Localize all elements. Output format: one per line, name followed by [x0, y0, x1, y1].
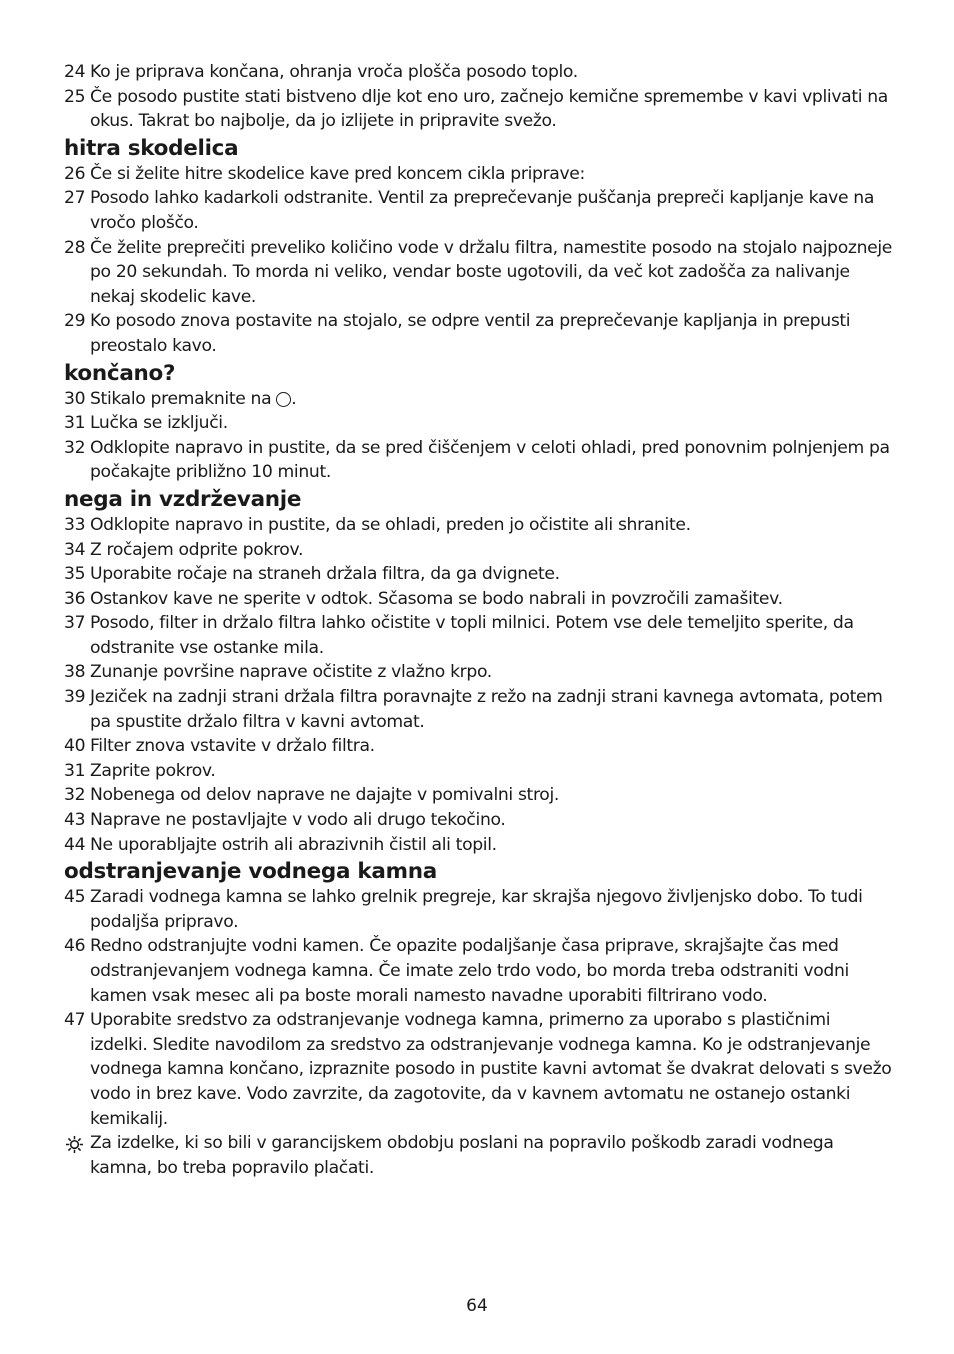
- warning-note: [64, 1131, 892, 1180]
- item-number: 29: [64, 311, 86, 332]
- item-text: Stikalo premaknite na: [90, 388, 272, 409]
- item-text: Odklopite napravo in pustite, da se ohladi, preden jo očistite ali shranite.: [90, 514, 691, 535]
- item-text: Posodo, filter in držalo filtra lahko očistite v topli milnici. Potem vse dele temeljito sperite, da odstranite vse ostanke mila.: [90, 613, 854, 658]
- kamen-list: [64, 885, 892, 1131]
- list-item: [64, 734, 892, 759]
- item-number: 27: [64, 188, 86, 209]
- item-number: 47: [64, 1010, 86, 1031]
- list-item: [64, 562, 892, 587]
- item-number: 36: [64, 588, 86, 609]
- item-text: Odklopite napravo in pustite, da se pred čiščenjem v celoti ohladi, pred ponovnim polnjenjem pa počakajte približno 10 minut.: [90, 437, 890, 483]
- item-text: Zaradi vodnega kamna se lahko grelnik pregreje, kar skrajša njegovo življenjsko dobo. To tudi podaljša pripravo.: [90, 887, 863, 932]
- item-text: Filter znova vstavite v držalo filtra.: [90, 736, 375, 757]
- list-item: [64, 236, 892, 310]
- item-number: 32: [64, 785, 86, 806]
- list-item: [64, 162, 892, 187]
- list-item: [64, 85, 892, 134]
- item-text: Ko posodo znova postavite na stojalo, se odpre ventil za preprečevanje kapljanja in prepusti preostalo kavo.: [90, 311, 851, 356]
- item-number: 44: [64, 834, 86, 855]
- item-text: Posodo lahko kadarkoli odstranite. Ventil za preprečevanje puščanja prepreči kapljanje kave na vročo ploščo.: [90, 188, 875, 233]
- item-number: 40: [64, 736, 86, 757]
- item-text: Če si želite hitre skodelice kave pred koncem cikla priprave:: [90, 163, 585, 184]
- item-text: Naprave ne postavljajte v vodo ali drugo tekočino.: [90, 810, 506, 831]
- list-item: [64, 808, 892, 833]
- warning-text: Za izdelke, ki so bili v garancijskem obdobju poslani na popravilo poškodb zaradi vodnega kamna, bo treba popravilo plačati.: [90, 1133, 834, 1178]
- list-item: [64, 833, 892, 858]
- list-item: [64, 411, 892, 436]
- list-item: [64, 387, 892, 412]
- item-number: 24: [64, 62, 86, 82]
- item-text: Zaprite pokrov.: [90, 760, 216, 781]
- list-item: [64, 685, 892, 734]
- list-item: [64, 186, 892, 235]
- list-item: [64, 660, 892, 685]
- off-circle-icon: [276, 392, 291, 407]
- list-item: [64, 783, 892, 808]
- list-item: [64, 587, 892, 612]
- list-item: [64, 759, 892, 784]
- item-text: Ostankov kave ne sperite v odtok. Sčasoma se bodo nabrali in povzročili zamašitev.: [90, 588, 783, 609]
- item-text: Zunanje površine naprave očistite z vlažno krpo.: [90, 662, 492, 683]
- sun-warning-icon: [65, 1135, 84, 1162]
- list-item: [64, 1008, 892, 1131]
- item-text: Nobenega od delov naprave ne dajajte v pomivalni stroj.: [90, 785, 559, 806]
- item-number: 30: [64, 388, 86, 409]
- section-heading-nega-in-vzdrzevanje: nega in vzdrževanje: [64, 486, 302, 512]
- page-number: 64: [466, 1296, 488, 1316]
- nega-list: [64, 513, 892, 857]
- item-text: Če želite preprečiti preveliko količino vode v držalu filtra, namestite posodo na stojalo najpozneje po 20 sekundah. To morda ni veliko, vendar boste ugotovili, da več kot zadošča za nalivanje nekaj skodelic kave.: [90, 237, 893, 307]
- item-number: 34: [64, 539, 86, 560]
- item-number: 43: [64, 810, 86, 831]
- item-number: 35: [64, 564, 86, 585]
- item-number: 37: [64, 613, 86, 634]
- list-item: [64, 934, 892, 1008]
- item-text-suffix: .: [291, 388, 297, 409]
- item-number: 31: [64, 760, 86, 781]
- section-heading-odstranjevanje-vodnega-kamna: odstranjevanje vodnega kamna: [64, 859, 437, 885]
- item-text: Ne uporabljajte ostrih ali abrazivnih čistil ali topil.: [90, 834, 497, 855]
- item-text: Uporabite ročaje na straneh držala filtra, da ga dvignete.: [90, 564, 560, 585]
- list-item: [64, 60, 892, 85]
- item-number: 25: [64, 86, 86, 107]
- item-text: Uporabite sredstvo za odstranjevanje vodnega kamna, primerno za uporabo s plastičnimi izdelki. Sledite navodilom za sredstvo za odstranjevanje vodnega kamna. Ko je odstranjevanje vodnega kamna končano, izpraznite posodo in pustite kavni avtomat še dvakrat delovati s svežo vodo in brez kave. Vodo zavrzite, da zagotovite, da v kavnem avtomatu ne ostanejo ostanki kemikalij.: [90, 1010, 892, 1129]
- item-number: 33: [64, 514, 86, 535]
- item-number: 46: [64, 936, 86, 957]
- item-text: Jeziček na zadnji strani držala filtra poravnajte z režo na zadnji strani kavnega avtomata, potem pa spustite držalo filtra v kavni avtomat.: [90, 687, 883, 732]
- item-text: Lučka se izklјuči.: [90, 413, 228, 434]
- section-heading-koncano: končano?: [64, 360, 176, 386]
- list-item: [64, 611, 892, 660]
- item-number: 28: [64, 237, 86, 258]
- document-body: [64, 60, 892, 1180]
- item-number: 26: [64, 163, 86, 184]
- item-text: Redno odstranjujte vodni kamen. Če opazite podaljšanje časa priprave, skrajšajte čas med odstranjevanjem vodnega kamna. Če imate zelo trdo vodo, bo morda treba odstraniti vodni kamen vsak mesec ali pa boste morali namesto navadne uporabiti filtrirano vodo.: [90, 936, 849, 1006]
- list-item: [64, 885, 892, 934]
- item-number: 32: [64, 437, 86, 458]
- item-number: 45: [64, 887, 86, 908]
- item-number: 38: [64, 662, 86, 683]
- list-item: [64, 309, 892, 358]
- item-text: Z ročajem odprite pokrov.: [90, 539, 304, 560]
- section-heading-hitra-skodelica: hitra skodelica: [64, 135, 239, 161]
- list-item: [64, 538, 892, 563]
- item-text: Če posodo pustite stati bistveno dlje kot eno uro, začnejo kemične spremembe v kavi vplivati na okus. Takrat bo najbolje, da jo izlijete in pripravite svežo.: [90, 86, 888, 132]
- item-text: Ko je priprava končana, ohranja vroča plošča posodo toplo.: [90, 62, 578, 82]
- list-item: [64, 436, 892, 485]
- item-number: 39: [64, 687, 86, 708]
- item-number: 31: [64, 413, 86, 434]
- list-item: [64, 513, 892, 538]
